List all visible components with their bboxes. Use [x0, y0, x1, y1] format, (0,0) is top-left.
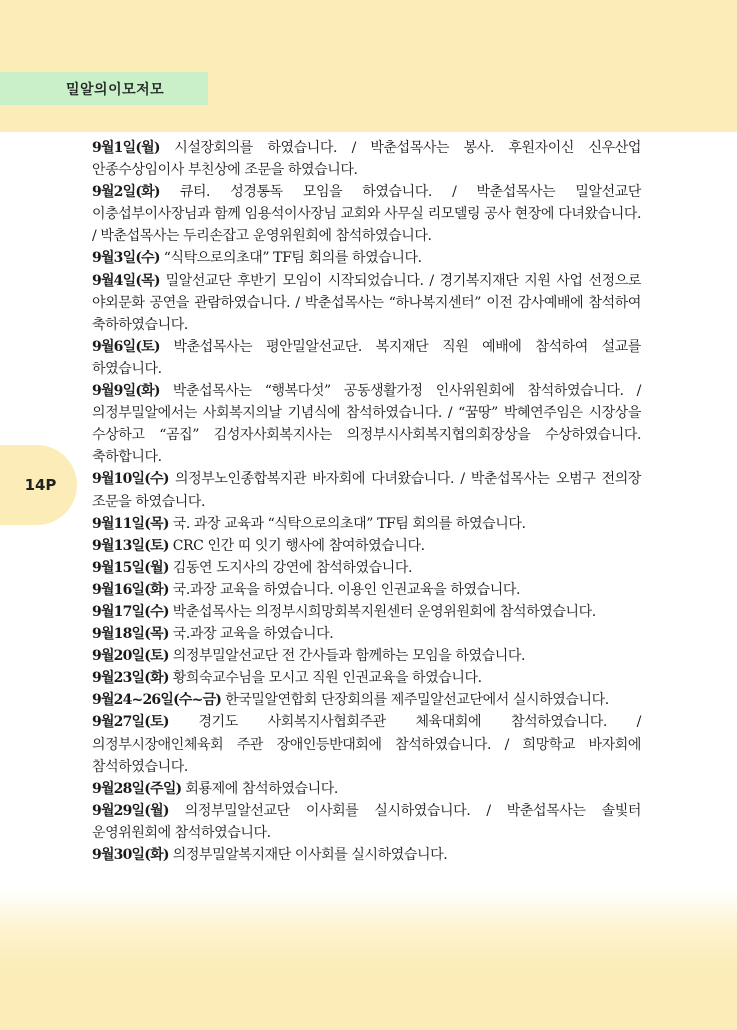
log-entry: [92, 181, 641, 247]
entry-text: 국.과장 교육을 하였습니다. 이용인 인권교육을 하였습니다.: [168, 581, 521, 598]
entry-text: 박춘섭목사는 의정부시희망회복지원센터 운영위원회에 참석하였습니다.: [168, 603, 596, 620]
entry-date: 9월23일(화): [92, 670, 169, 687]
entry-date: 9월2일(화): [92, 184, 160, 201]
entry-date: 9월10일(수): [92, 471, 169, 488]
log-entry: [92, 270, 641, 336]
entry-date: 9월11일(목): [92, 515, 169, 532]
entry-text: 의정부노인종합복지관 바자회에 다녀왔습니다. / 박춘섭목사는 오범구 전의장 조문을 하였습니다.: [92, 471, 641, 510]
entry-date: 9월28일(주일): [92, 780, 182, 797]
log-entry: [92, 689, 641, 711]
entry-text: 경기도 사회복지사협회주관 체육대회에 참석하였습니다. / 의정부시장애인체육회 주관 장애인등반대회에 참석하였습니다. / 희망학교 바자회에 참석하였습니다.: [92, 714, 641, 775]
entry-text: 박춘섭목사는 평안밀알선교단. 복지재단 직원 예배에 참석하여 설교를 하였습니다.: [92, 338, 641, 377]
entry-text: 회룡제에 참석하였습니다.: [181, 780, 338, 797]
log-entry: [92, 579, 641, 601]
entry-date: 9월3일(수): [92, 250, 160, 267]
page-number: 14P: [24, 476, 57, 494]
entry-text: 밀알선교단 후반기 모임이 시작되었습니다. / 경기복지재단 지원 사업 선정으로 야외문화 공연을 관람하였습니다. / 박춘섭목사는 “하나복지센터” 이전 감사예배에 참석하여 축하하였습니다.: [92, 272, 641, 333]
entry-text: 국.과장 교육을 하였습니다.: [168, 626, 334, 643]
section-title: 밀알의이모저모: [66, 81, 165, 98]
entry-date: 9월15일(월): [92, 559, 169, 576]
log-entry: [92, 645, 641, 667]
entry-date: 9월20일(토): [92, 648, 169, 665]
entry-text: 황희숙교수님을 모시고 직원 인권교육을 하였습니다.: [168, 670, 482, 687]
entry-text: CRC 인간 띠 잇기 행사에 참여하였습니다.: [168, 537, 425, 554]
log-entry: [92, 535, 641, 557]
entry-date: 9월9일(화): [92, 383, 160, 400]
entry-text: 의정부밀알선교단 전 간사들과 함께하는 모임을 하였습니다.: [168, 648, 526, 665]
top-band: [0, 0, 737, 132]
entry-text: 박춘섭목사는 “행복다섯” 공동생활가정 인사위원회에 참석하였습니다. / 의정부밀알에서는 사회복지의날 기념식에 참석하였습니다. / “꿈땅” 박혜연주임은 시장상을 수상하고 “곰집” 김성자사회복지사는 의정부시사회복지협의회장상을 수상하였습니다. 축하합니다.: [92, 383, 641, 466]
activity-log: [92, 137, 641, 866]
log-entry: [92, 557, 641, 579]
log-entry: [92, 468, 641, 512]
entry-text: 시설장회의를 하였습니다. / 박춘섭목사는 봉사. 후원자이신 신우산업 안종수상임이사 부친상에 조문을 하였습니다.: [92, 140, 641, 179]
log-entry: [92, 137, 641, 181]
entry-text: 의정부밀알복지재단 이사회를 실시하였습니다.: [168, 847, 448, 863]
entry-text: 국. 과장 교육과 “식탁으로의초대” TF팀 회의를 하였습니다.: [168, 515, 526, 532]
log-entry: [92, 601, 641, 623]
log-entry: [92, 336, 641, 380]
entry-date: 9월29일(월): [92, 802, 169, 819]
entry-date: 9월27일(토): [92, 714, 169, 731]
log-entry: [92, 778, 641, 800]
log-entry: [92, 844, 641, 866]
entry-text: 의정부밀알선교단 이사회를 실시하였습니다. / 박춘섭목사는 솔빛터 운영위원회에 참석하였습니다.: [92, 802, 641, 841]
log-entry: [92, 380, 641, 468]
entry-date: 9월4일(목): [92, 272, 160, 289]
entry-date: 9월24~26일(수~금): [92, 692, 222, 709]
entry-date: 9월13일(토): [92, 537, 169, 554]
log-entry: [92, 667, 641, 689]
entry-date: 9월16일(화): [92, 581, 169, 598]
entry-date: 9월1일(월): [92, 140, 160, 156]
entry-date: 9월30일(화): [92, 847, 169, 863]
log-entry: [92, 513, 641, 535]
section-header-tab: [0, 72, 208, 105]
bottom-band: [0, 890, 737, 1030]
entry-date: 9월17일(수): [92, 603, 169, 620]
log-entry: [92, 711, 641, 777]
page-number-tab: [0, 445, 77, 525]
entry-date: 9월18일(목): [92, 626, 169, 643]
entry-text: 한국밀알연합회 단장회의를 제주밀알선교단에서 실시하였습니다.: [221, 692, 609, 709]
entry-text: 김동연 도지사의 강연에 참석하였습니다.: [168, 559, 413, 576]
log-entry: [92, 800, 641, 844]
entry-text: “식탁으로의초대” TF팀 회의를 하였습니다.: [159, 250, 422, 267]
entry-date: 9월6일(토): [92, 338, 160, 355]
log-entry: [92, 247, 641, 269]
log-entry: [92, 623, 641, 645]
entry-text: 큐티. 성경통독 모임을 하였습니다. / 박춘섭목사는 밀알선교단 이충섭부이사장님과 함께 임용석이사장님 교회와 사무실 리모델링 공사 현장에 다녀왔습니다. / 박춘섭목사는 두리손잡고 운영위원회에 참석하였습니다.: [92, 184, 641, 245]
